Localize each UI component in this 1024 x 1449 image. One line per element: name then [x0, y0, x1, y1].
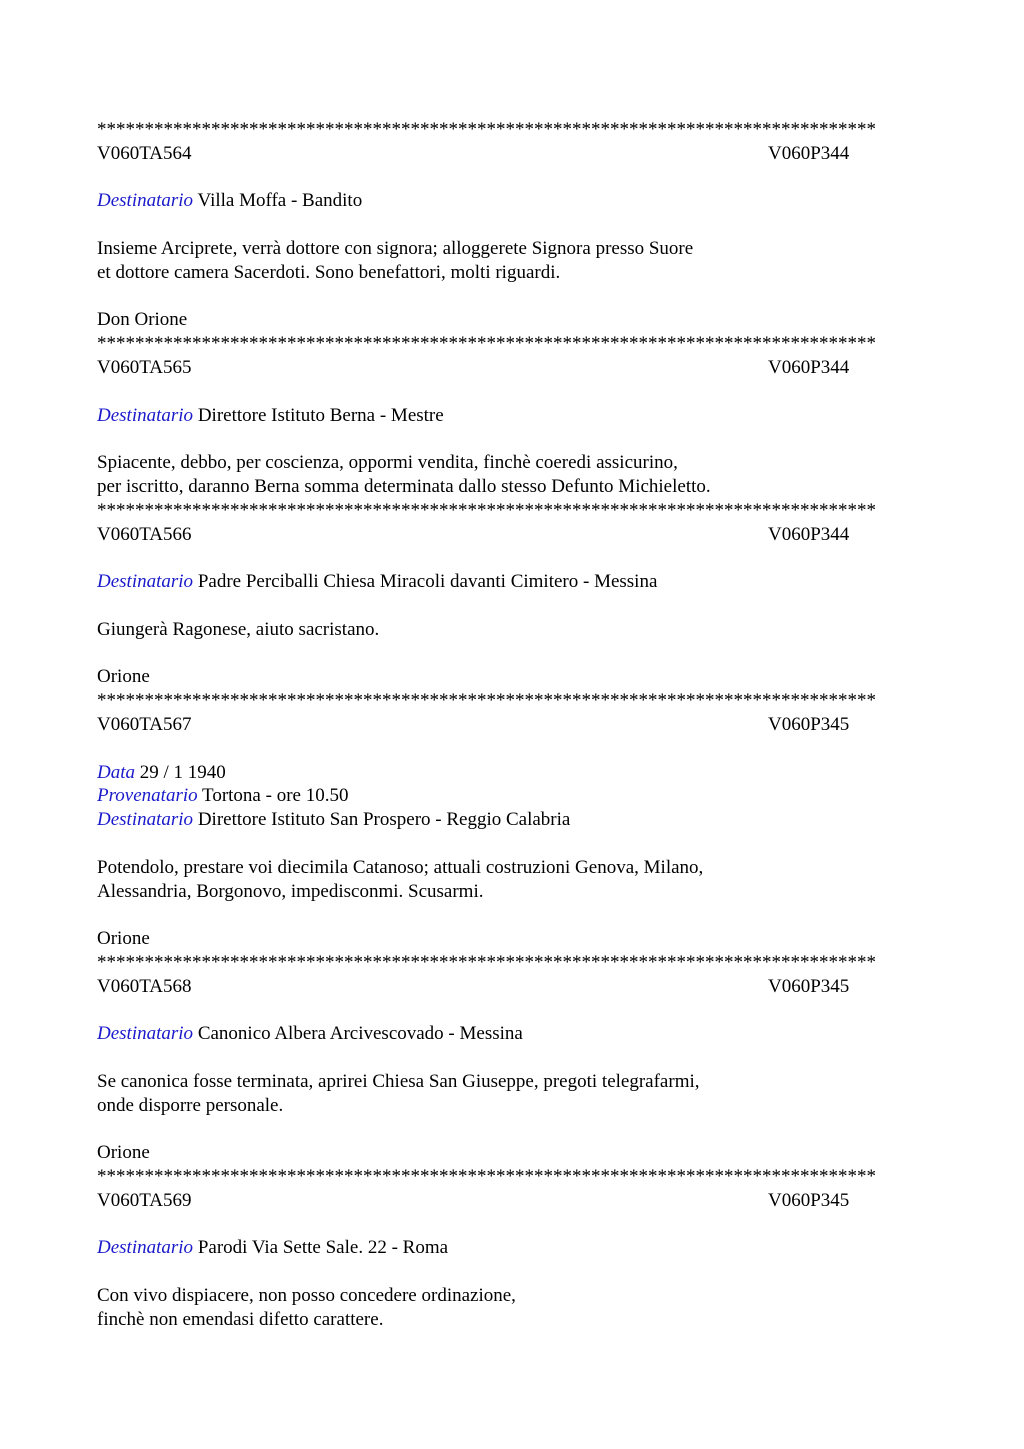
entry-page-ref: V060P345 [768, 713, 850, 735]
body-line: per iscritto, daranno Berna somma determinata dallo stesso Defunto Michieletto. [97, 475, 711, 497]
entry-field [97, 761, 927, 785]
body-line: finchè non emendasi difetto carattere. [97, 1308, 384, 1330]
body-line: et dottore camera Sacerdoti. Sono benefattori, molti riguardi. [97, 261, 561, 283]
entry-page-ref: V060P345 [768, 1189, 850, 1211]
entry-id: V060TA569 [97, 1189, 192, 1211]
entry-id-row [97, 975, 927, 999]
separator-line: ********************************************************************************** [97, 690, 876, 712]
spacer [97, 285, 927, 309]
spacer [97, 998, 927, 1022]
spacer [97, 1213, 927, 1237]
field-label: Destinatario [97, 404, 194, 426]
spacer [97, 832, 927, 856]
body-line: Se canonica fosse terminata, aprirei Chiesa San Giuseppe, pregoti telegrafarmi, [97, 1070, 700, 1092]
field-value: Direttore Istituto Berna - Mestre [197, 404, 444, 426]
entry-id-row [97, 523, 927, 547]
spacer [97, 642, 927, 666]
spacer [97, 594, 927, 618]
entry-page-ref: V060P345 [768, 975, 850, 997]
field-value: Villa Moffa - Bandito [197, 190, 363, 212]
body-line: Con vivo dispiacere, non posso concedere ordinazione, [97, 1285, 516, 1307]
signature: Don Orione [97, 309, 188, 331]
body-line: Alessandria, Borgonovo, impedisconmi. Scusarmi. [97, 880, 484, 902]
entry-page-ref: V060P344 [768, 142, 850, 164]
entry-id: V060TA566 [97, 523, 192, 545]
spacer [97, 1046, 927, 1070]
document-page [97, 118, 927, 1332]
entry-field [97, 1236, 927, 1260]
spacer [97, 737, 927, 761]
entry-field [97, 404, 927, 428]
entry-field [97, 808, 927, 832]
entry-id-row [97, 356, 927, 380]
spacer [97, 546, 927, 570]
field-label: Destinatario [97, 1237, 194, 1259]
entry-id: V060TA567 [97, 713, 192, 735]
separator-line: ********************************************************************************** [97, 119, 876, 140]
field-value: Parodi Via Sette Sale. 22 - Roma [197, 1237, 449, 1259]
field-value: Padre Perciballi Chiesa Miracoli davanti Cimitero - Messina [197, 571, 658, 593]
spacer [97, 213, 927, 237]
spacer [97, 1260, 927, 1284]
spacer [97, 380, 927, 404]
spacer [97, 427, 927, 451]
entry-id-row [97, 713, 927, 737]
spacer [97, 903, 927, 927]
signature: Orione [97, 666, 150, 688]
body-line: onde disporre personale. [97, 1094, 284, 1116]
entry-id: V060TA564 [97, 142, 192, 164]
body-line: Spiacente, debbo, per coscienza, oppormi vendita, finchè coeredi assicurino, [97, 452, 678, 474]
field-label: Data [97, 761, 135, 783]
entry-field [97, 189, 927, 213]
field-label: Destinatario [97, 190, 194, 212]
field-value: 29 / 1 1940 [139, 761, 226, 783]
field-value: Tortona - ore 10.50 [202, 785, 349, 807]
field-label: Destinatario [97, 571, 194, 593]
entry-field [97, 1022, 927, 1046]
body-line: Potendolo, prestare voi diecimila Catanoso; attuali costruzioni Genova, Milano, [97, 856, 704, 878]
field-value: Canonico Albera Arcivescovado - Messina [197, 1023, 523, 1045]
separator-line: ********************************************************************************** [97, 951, 876, 973]
field-label: Provenatario [97, 785, 198, 807]
entry-field [97, 570, 927, 594]
spacer [97, 1117, 927, 1141]
entry-id: V060TA568 [97, 975, 192, 997]
signature: Orione [97, 928, 150, 950]
entry-id: V060TA565 [97, 356, 192, 378]
spacer [97, 166, 927, 190]
separator-line: ********************************************************************************** [97, 333, 876, 355]
separator-line: ********************************************************************************** [97, 499, 876, 521]
entry-id-row [97, 142, 927, 166]
entry-id-row [97, 1189, 927, 1213]
field-label: Destinatario [97, 1023, 194, 1045]
entry-page-ref: V060P344 [768, 356, 850, 378]
body-line: Giungerà Ragonese, aiuto sacristano. [97, 618, 380, 640]
body-line: Insieme Arciprete, verrà dottore con signora; alloggerete Signora presso Suore [97, 237, 694, 259]
separator-line: ********************************************************************************** [97, 1166, 876, 1188]
field-label: Destinatario [97, 809, 194, 831]
entry-field [97, 784, 927, 808]
entry-page-ref: V060P344 [768, 523, 850, 545]
signature: Orione [97, 1142, 150, 1164]
field-value: Direttore Istituto San Prospero - Reggio Calabria [197, 809, 571, 831]
